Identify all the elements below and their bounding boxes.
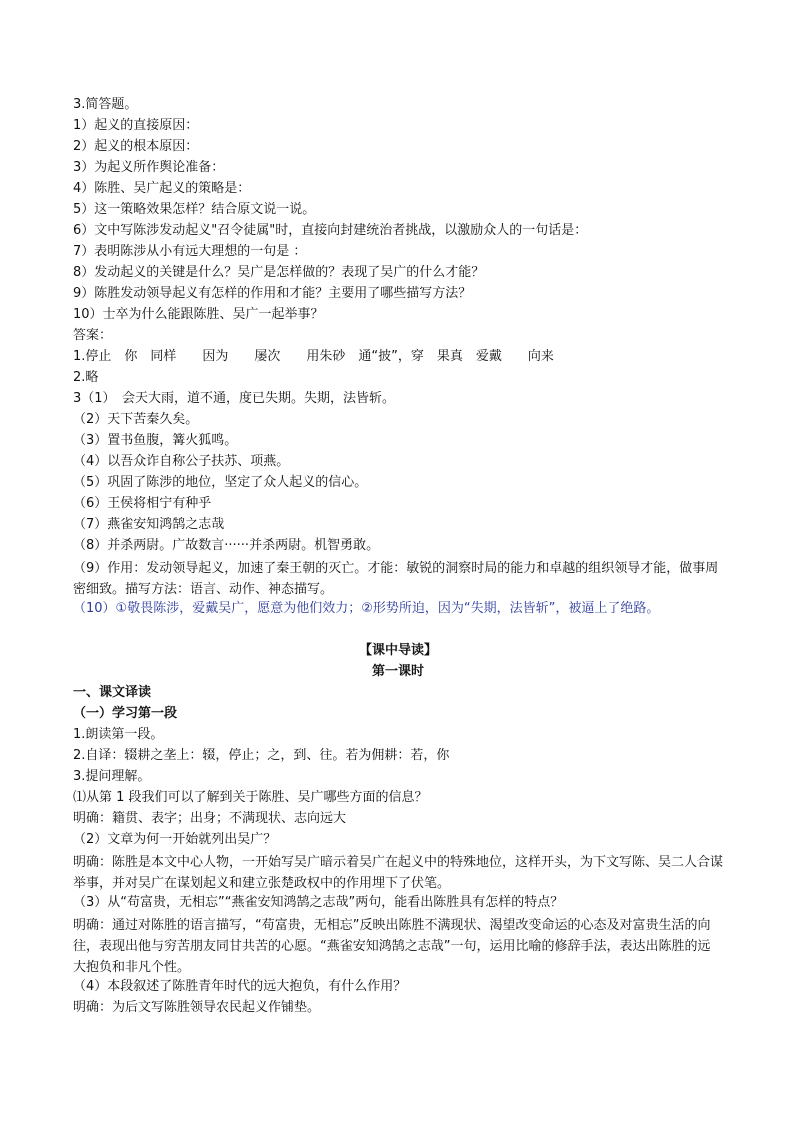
answer-3-2: （2）天下苦秦久矣。 — [73, 412, 199, 427]
question-4: 4）陈胜、吴广起义的策略是： — [73, 181, 251, 196]
answer-line-2: 2.略 — [73, 370, 99, 385]
answer-line-1: 1.停止 你 同样 因为 屡次 用朱砂 通“披”，穿 果真 爱戴 向来 — [73, 349, 554, 364]
guide-subtitle: 第一课时 — [371, 664, 424, 679]
question-2: 2）起义的根本原因： — [73, 139, 199, 154]
question-10: 10）士卒为什么能跟陈胜、吴广一起举事？ — [73, 307, 324, 322]
answer-3-9: （9）作用：发动领导起义，加速了秦王朝的灭亡。才能：敏锐的洞察时局的能力和卓越的组织领导才能，做事周密细致。描写方法：语言、动作、神态描写。 — [73, 561, 719, 597]
question-3: 3）为起义所作舆论准备： — [73, 160, 225, 175]
question-9: 9）陈胜发动领导起义有怎样的作用和才能？主要用了哪些描写方法？ — [73, 286, 472, 301]
answer-3-7: （7）燕雀安知鸿鹄之志哉 — [73, 517, 225, 532]
qa-answer-1: 明确：籍贯、表字；出身；不满现状、志向远大 — [73, 811, 347, 826]
step-1: 1.朗读第一段。 — [73, 727, 164, 742]
qa-question-1: ⑴从第 1 段我们可以了解到关于陈胜、吴广哪些方面的信息？ — [73, 790, 428, 805]
qa-answer-4: 明确：为后文写陈胜领导农民起义作铺垫。 — [73, 1000, 321, 1015]
question-8: 8）发动起义的关键是什么？吴广是怎样做的？表现了吴广的什么才能？ — [73, 265, 485, 280]
qa-question-2: （2）文章为何一开始就列出吴广？ — [73, 832, 277, 847]
answer-3-6: （6）王侯将相宁有种乎 — [73, 496, 212, 511]
qa-question-4: （4）本段叙述了陈胜青年时代的远大抱负，有什么作用？ — [73, 979, 407, 994]
answer-3-1: 3（1） 会天大雨，道不通，度已失期。失期，法皆斩。 — [73, 391, 396, 406]
question-6: 6）文中写陈涉发动起义"召令徒属"时，直接向封建统治者挑战，以激励众人的一句话是： — [73, 223, 588, 238]
section-heading: 一、课文译读 — [73, 685, 152, 700]
answer-3-10: （10）①敬畏陈涉，爱戴吴广，愿意为他们效力；②形势所迫，因为“失期，法皆斩”，被逼上了绝路。 — [73, 601, 660, 616]
answer-3-8: （8）并杀两尉。广故数言······并杀两尉。机智勇敢。 — [73, 538, 380, 553]
step-3: 3.提问理解。 — [73, 769, 151, 784]
question-1: 1）起义的直接原因： — [73, 118, 199, 133]
qa-question-3: （3）从“苟富贵，无相忘”“燕雀安知鸿鹄之志哉”两句，能看出陈胜具有怎样的特点？ — [73, 895, 564, 910]
answer-3-3: （3）置书鱼腹，篝火狐鸣。 — [73, 433, 238, 448]
question-5: 5）这一策略效果怎样？结合原文说一说。 — [73, 202, 316, 217]
qa-answer-2: 明确：陈胜是本文中心人物，一开始写吴广暗示着吴广在起义中的特殊地位，这样开头，为下文写陈、吴二人合谋举事，并对吴广在谋划起义和建立张楚政权中的作用埋下了伏笔。 — [73, 855, 724, 891]
answer-3-4: （4）以吾众诈自称公子扶苏、项燕。 — [73, 454, 290, 469]
part-heading: （一）学习第一段 — [73, 706, 178, 721]
guide-title: 【课中导读】 — [358, 643, 437, 658]
qa-answer-3: 明确：通过对陈胜的语言描写，“苟富贵，无相忘”反映出陈胜不满现状、渴望改变命运的心态及对富贵生活的向往，表现出他与穷苦朋友同甘共苦的心愿。“燕雀安知鸿鹄之志哉”一句，运用比喻的修辞手法，表达出陈胜的远大抱负和非凡个性。 — [73, 918, 711, 975]
short-answer-heading: 3.简答题。 — [73, 97, 138, 112]
question-7: 7）表明陈涉从小有远大理想的一句是 ： — [73, 244, 307, 259]
answer-3-5: （5）巩固了陈涉的地位，坚定了众人起义的信心。 — [73, 475, 368, 490]
answers-label: 答案： — [73, 328, 113, 343]
step-2: 2.自译：辍耕之垄上：辍，停止；之，到、往。若为佣耕：若，你 — [73, 748, 450, 763]
